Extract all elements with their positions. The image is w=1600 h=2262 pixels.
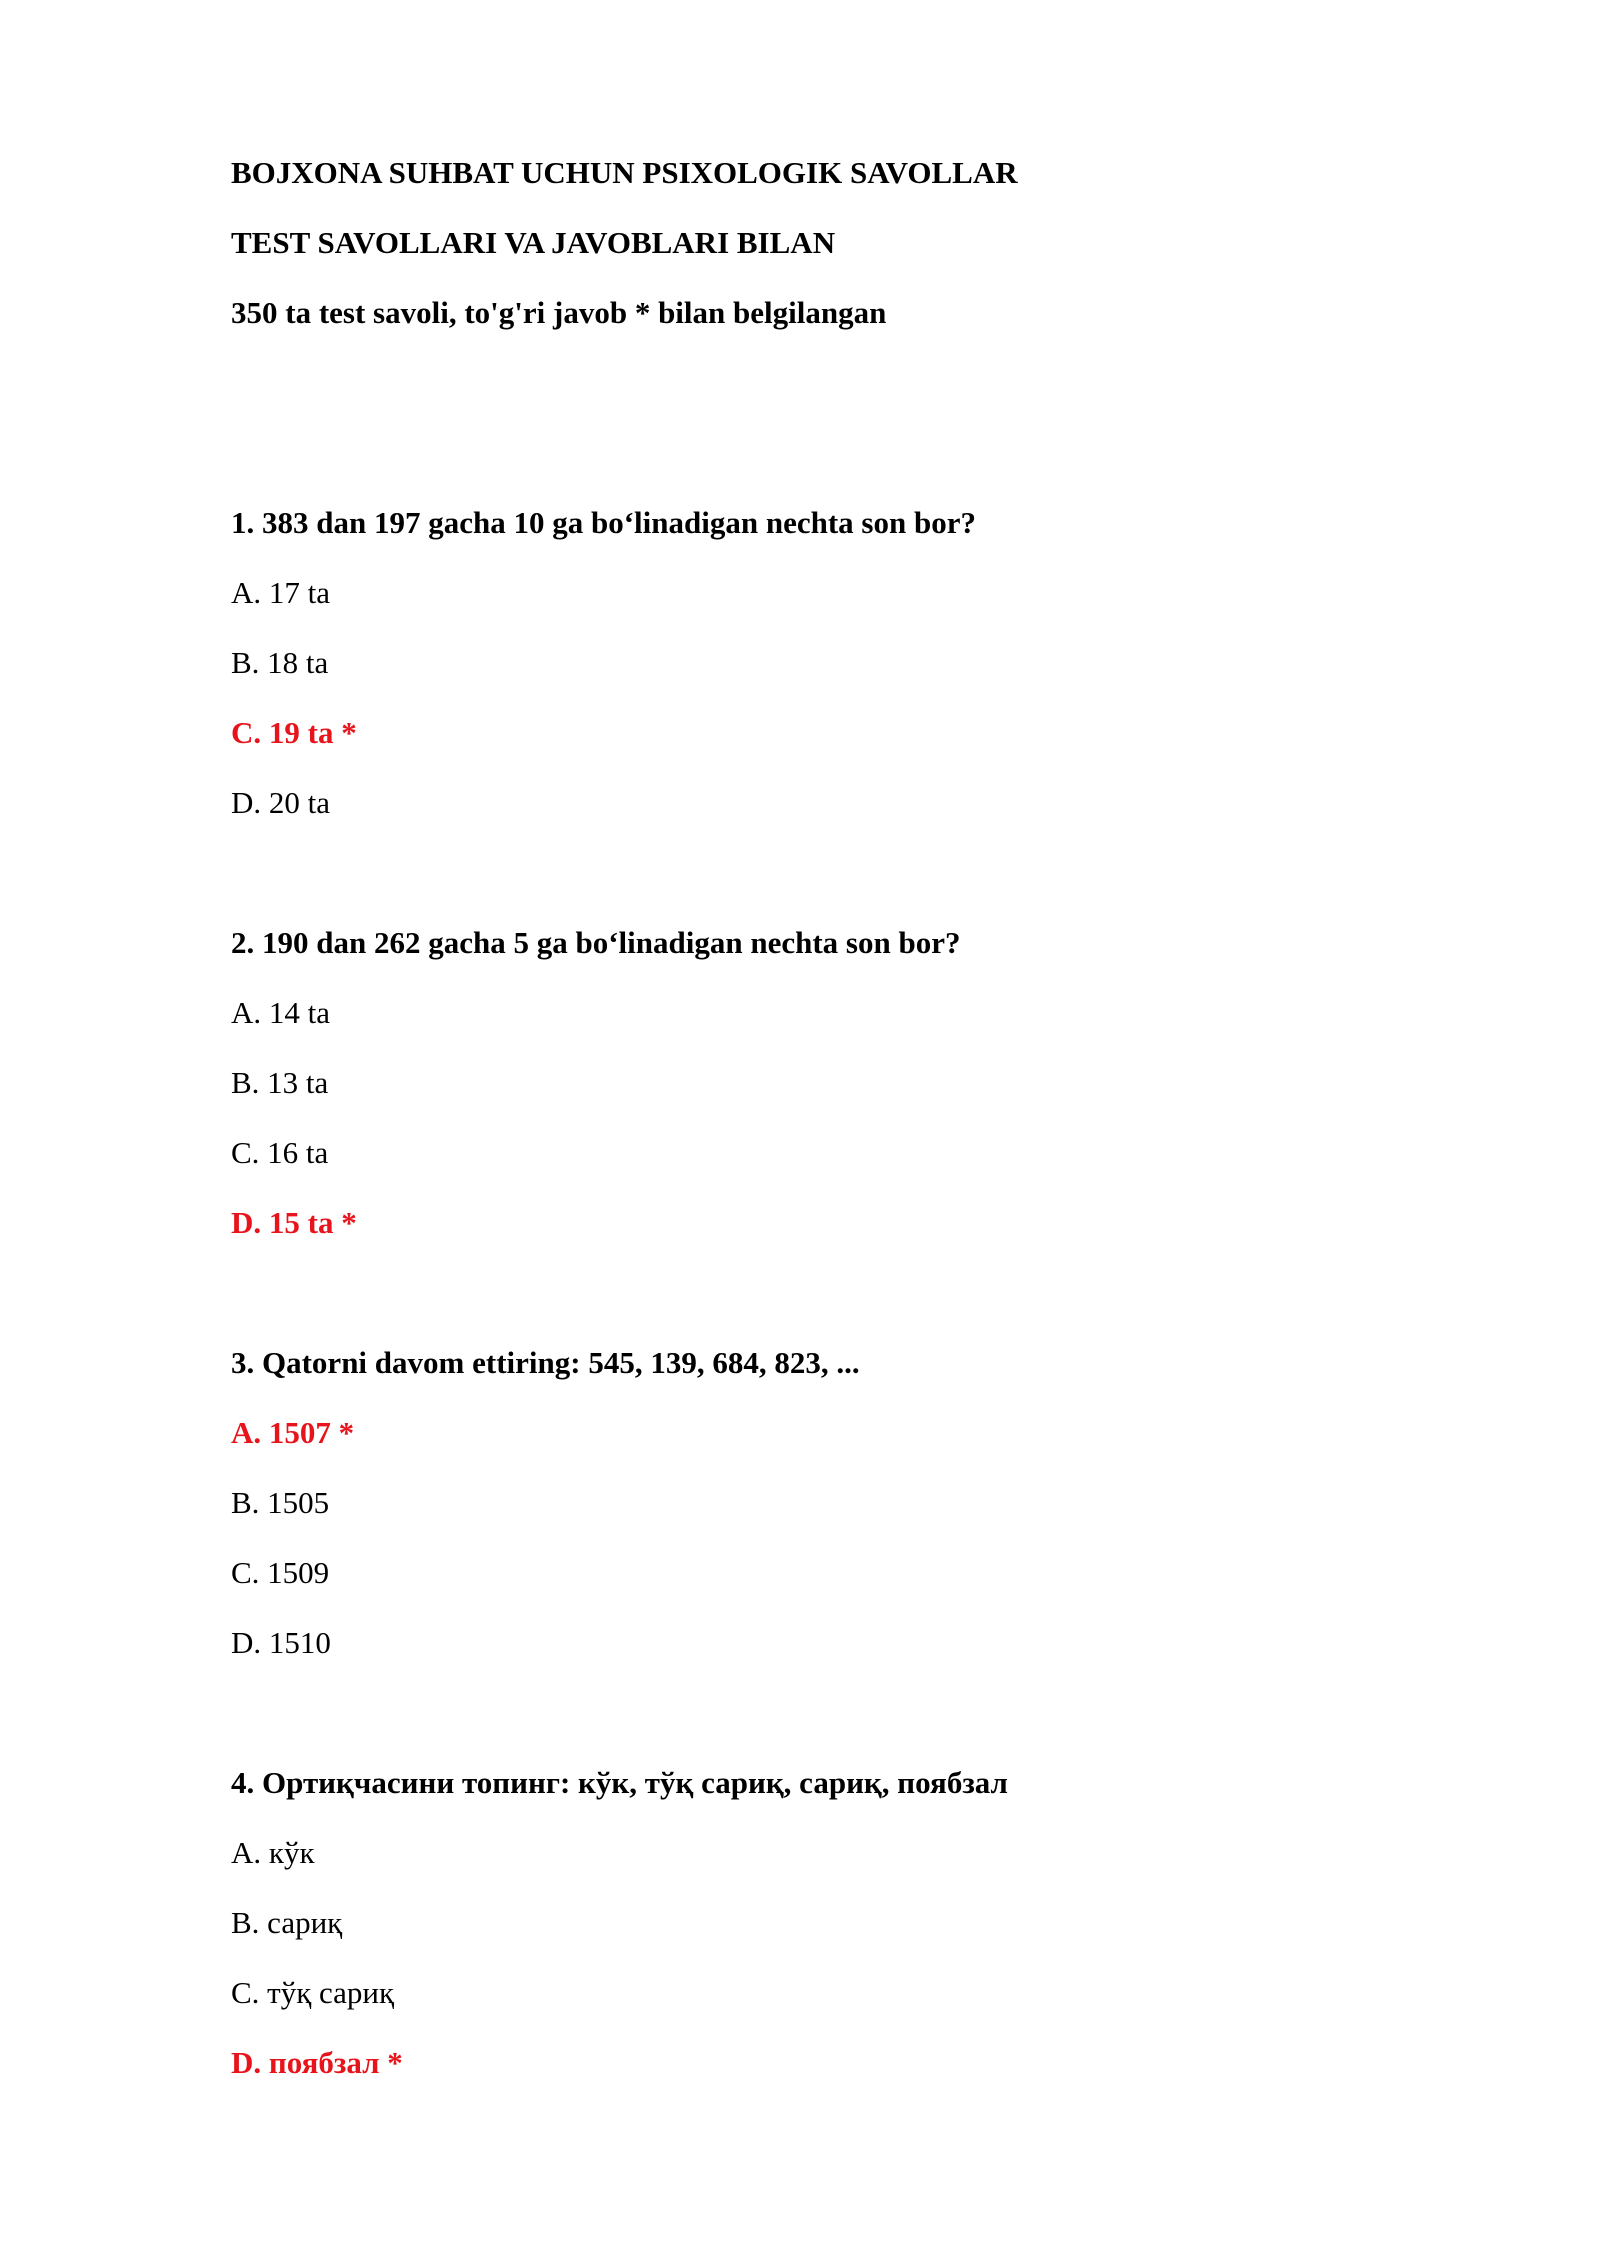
question-4-option-c: C. тўқ сариқ (231, 1975, 395, 2010)
question-3-option-c: C. 1509 (231, 1555, 330, 1590)
question-3-option-a-correct: A. 1507 * (231, 1415, 355, 1450)
question-2-option-a: A. 14 ta (231, 995, 331, 1030)
question-1-option-b: B. 18 ta (231, 645, 329, 680)
question-4-option-b: B. сариқ (231, 1905, 343, 1940)
question-1-option-c-correct: C. 19 ta * (231, 715, 357, 750)
question-1-option-d: D. 20 ta (231, 785, 331, 820)
question-4-option-d-correct: D. поябзал * (231, 2045, 403, 2080)
question-3-option-d: D. 1510 (231, 1625, 331, 1660)
question-1-option-a: A. 17 ta (231, 575, 331, 610)
question-2-option-d-correct: D. 15 ta * (231, 1205, 357, 1240)
question-2-option-c: C. 16 ta (231, 1135, 329, 1170)
question-4-option-a: A. кўк (231, 1835, 315, 1870)
document-subtitle: 350 ta test savoli, to'g'ri javob * bilan belgilangan (231, 295, 887, 330)
question-4-text: 4. Ортиқчасини топинг: кўк, тўқ сариқ, сариқ, поябзал (231, 1765, 1008, 1800)
document-title-line-2: TEST SAVOLLARI VA JAVOBLARI BILAN (231, 225, 836, 260)
question-2-option-b: B. 13 ta (231, 1065, 329, 1100)
question-1-text: 1. 383 dan 197 gacha 10 ga bo‘linadigan nechta son bor? (231, 505, 976, 540)
question-3-text: 3. Qatorni davom ettiring: 545, 139, 684, 823, ... (231, 1345, 860, 1380)
question-2-text: 2. 190 dan 262 gacha 5 ga bo‘linadigan nechta son bor? (231, 925, 961, 960)
question-3-option-b: B. 1505 (231, 1485, 330, 1520)
document-title: BOJXONA SUHBAT UCHUN PSIXOLOGIK SAVOLLAR (231, 155, 1018, 190)
